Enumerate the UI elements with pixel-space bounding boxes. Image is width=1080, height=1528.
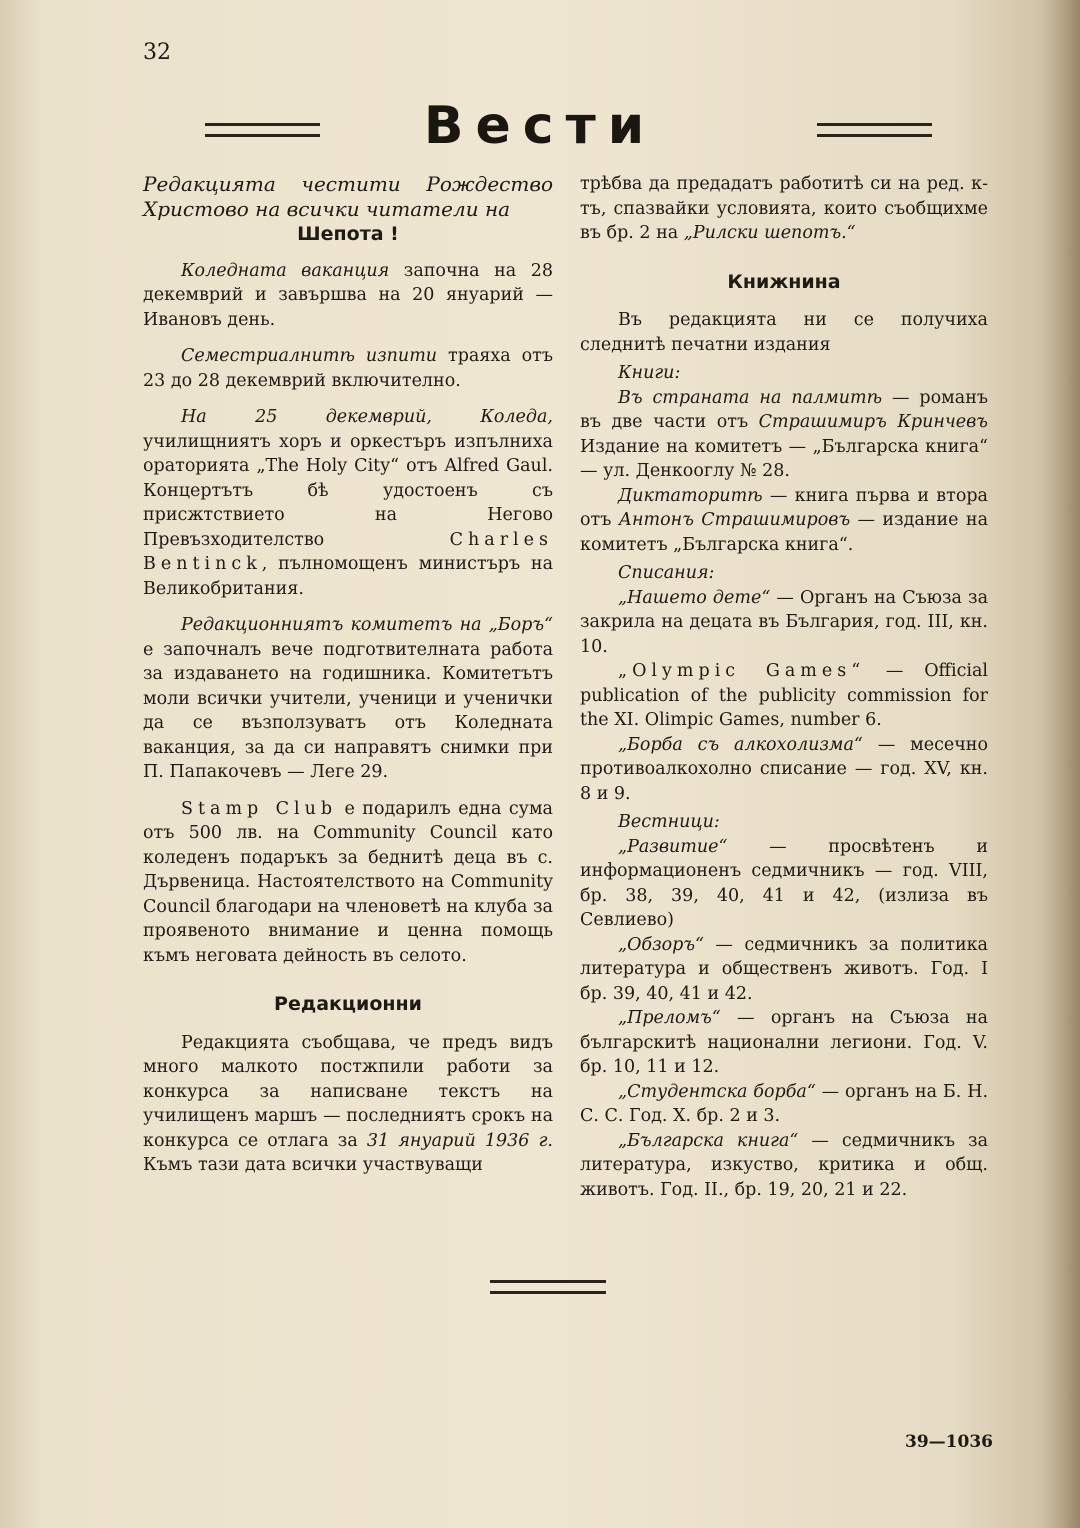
- footer-code: 39—1036: [905, 1432, 993, 1452]
- page-title: Вести: [423, 96, 657, 156]
- news-exams: Семестриалнитѣ изпити траяха отъ 23 до 28 декемврий включително.: [143, 346, 553, 391]
- heading-books: Книжнина: [727, 270, 841, 293]
- news-stamp-club: Stamp Club е подарилъ една сума отъ 500 лв. на Community Council като коледенъ подаръкъ за беднитѣ деца въ с. Дървеница. Настоятелството на Community Council благодари на членоветѣ на клуба за проявеното внимание и ценна помощь къмъ неговата дейность въ селото.: [143, 798, 553, 966]
- right-column: [580, 172, 988, 1202]
- editorial-notice-continued: трѣбва да предадатъ работитѣ си на ред. к-тъ, спазвайки условията, които съобщихме въ бр. 2 на „Рилски шепотъ.“: [580, 174, 988, 243]
- greeting: Редакцията честити Рождество Христово на всички читатели на: [143, 172, 553, 221]
- book-item: Въ страната на палмитѣ — романъ въ две части отъ Страшимиръ Кринчевъ Издание на комитетъ — „Българска книга“ — ул. Денкооглу № 28.: [580, 387, 988, 481]
- books-label: Книги:: [618, 363, 681, 383]
- newspaper-item: „Българска книга“ — седмичникъ за литература, изкуство, критика и общ. животъ. Год. II., бр. 19, 20, 21 и 22.: [580, 1130, 989, 1200]
- news-christmas-concert: На 25 декемврий, Коледа, училищниятъ хоръ и оркестъръ изпълниха ораторията „The Holy City“ отъ Alfred Gaul. Концертътъ бѣ удостоенъ съ присжтствието на Негово Превъзходителство Charles Bentinck, пълномощенъ министъръ на Великобритания.: [143, 407, 553, 599]
- newspaper-item: „Студентска борба“ — органъ на Б. Н. С. С. Год. X. бр. 2 и 3.: [580, 1081, 989, 1126]
- page-edge-shadow: [1040, 0, 1080, 1528]
- books-intro: Въ редакцията ни се получиха следнитѣ печатни издания: [580, 310, 988, 355]
- greeting-end: Шепота !: [297, 223, 399, 245]
- newspapers-label: Вестници:: [618, 812, 720, 832]
- journal-item: „Борба съ алкохолизма“ — месечно противоалкохолно списание — год. XV, кн. 8 и 9.: [580, 734, 988, 804]
- news-vacation: Коледната ваканция започна на 28 декемврий и завършва на 20 януарий — Ивановъ день.: [143, 260, 553, 330]
- editorial-notice: Редакцията съобщава, че предъ видъ много малкото постжпили работи за конкурса за написване текстъ на училищенъ маршъ — последниятъ срокъ на конкурса се отлага за 31 януарий 1936 г. Къмъ тази дата всички участвуващи: [143, 1032, 553, 1175]
- journal-item: „Olympic Games“ — Official publication of the publicity commission for the XI. Olimpic Games, number 6.: [580, 661, 988, 730]
- closing-rule: [490, 1280, 606, 1294]
- journal-item: „Нашето дете“ — Органъ на Съюза за закрила на децата въ България, год. III, кн. 10.: [580, 587, 988, 657]
- newspaper-item: „Развитие“ — просвѣтенъ и информационенъ седмичникъ — год. VIII, бр. 38, 39, 40, 41 и 42, (излиза въ Севлиево): [580, 836, 988, 930]
- left-column: [143, 172, 553, 1178]
- title-rule-right: [817, 123, 932, 137]
- news-yearbook: Редакционниятъ комитетъ на „Боръ“ е започналъ вече подготвителната работа за издаването на годишника. Комитетътъ моли всички учители, ученици и ученички да се възползуватъ отъ Коледната ваканция, за да си направятъ снимки при П. Папакочевъ — Леге 29.: [143, 615, 553, 782]
- newspaper-item: „Преломъ“ — органъ на Съюза на българскитѣ национални легиони. Год. V. бр. 10, 11 и 12.: [580, 1008, 988, 1077]
- heading-editorial: Редакционни: [274, 993, 422, 1015]
- newspaper-item: „Обзоръ“ — седмичникъ за политика литература и общественъ животъ. Год. I бр. 39, 40, 41 и 42.: [580, 934, 988, 1004]
- book-item: Диктаторитѣ — книга първа и втора отъ Антонъ Страшимировъ — издание на комитетъ „Българска книга“.: [580, 485, 989, 555]
- page-number: 32: [143, 40, 171, 65]
- journals-label: Списания:: [618, 563, 715, 583]
